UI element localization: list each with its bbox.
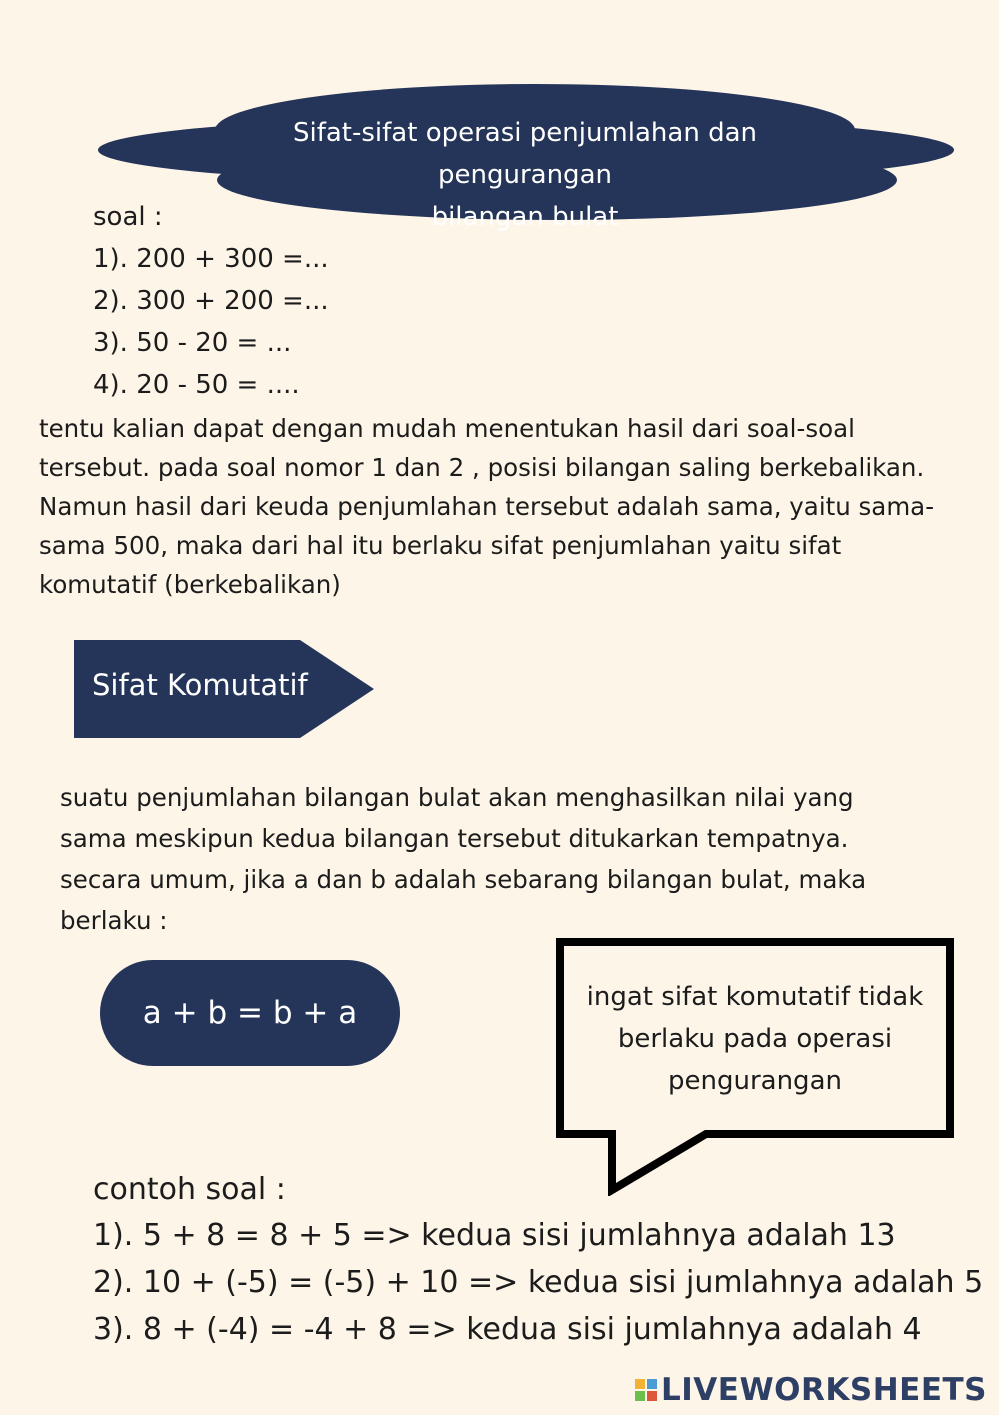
section-banner xyxy=(74,640,376,738)
title-line-1: Sifat-sifat operasi penjumlahan dan pengurangan xyxy=(292,118,757,190)
paragraph-line: Namun hasil dari keuda penjumlahan tersebut adalah sama, yaitu sama- xyxy=(39,492,935,521)
paragraph-line: sama 500, maka dari hal itu berlaku sifat penjumlahan yaitu sifat xyxy=(39,531,842,560)
title-line-2: bilangan bulat xyxy=(431,202,619,232)
intro-paragraph xyxy=(39,409,934,604)
paragraph-line: tentu kalian dapat dengan mudah menentukan hasil dari soal-soal xyxy=(39,414,855,443)
bubble-line: pengurangan xyxy=(668,1066,842,1096)
paragraph-line: berlaku : xyxy=(60,906,168,935)
paragraph-line: sama meskipun kedua bilangan tersebut ditukarkan tempatnya. xyxy=(60,824,849,853)
soal-heading: soal : xyxy=(93,202,163,232)
speech-bubble xyxy=(554,938,954,1196)
bubble-text xyxy=(568,976,942,1102)
soal-item: 3). 50 - 20 = ... xyxy=(93,328,292,358)
liveworksheets-logo xyxy=(635,1372,987,1408)
formula-pill: a + b = b + a xyxy=(100,960,400,1066)
logo-text: LIVEWORKSHEETS xyxy=(661,1372,987,1408)
banner-label: Sifat Komutatif xyxy=(92,668,308,702)
soal-item: 2). 300 + 200 =... xyxy=(93,286,329,316)
paragraph-line: komutatif (berkebalikan) xyxy=(39,570,341,599)
definition-paragraph xyxy=(60,777,866,941)
paragraph-line: secara umum, jika a dan b adalah sebarang bilangan bulat, maka xyxy=(60,865,867,894)
soal-item: 1). 200 + 300 =... xyxy=(93,244,329,274)
example-item: 1). 5 + 8 = 8 + 5 => kedua sisi jumlahnya adalah 13 xyxy=(93,1218,896,1253)
page-title xyxy=(245,112,805,238)
bubble-line: ingat sifat komutatif tidak xyxy=(586,982,924,1012)
soal-item: 4). 20 - 50 = .... xyxy=(93,370,300,400)
example-item: 3). 8 + (-4) = -4 + 8 => kedua sisi jumlahnya adalah 4 xyxy=(93,1312,922,1347)
logo-squares-icon xyxy=(635,1379,657,1401)
title-banner xyxy=(95,82,957,232)
bubble-line: berlaku pada operasi xyxy=(617,1024,893,1054)
examples-heading: contoh soal : xyxy=(93,1172,286,1207)
paragraph-line: suatu penjumlahan bilangan bulat akan menghasilkan nilai yang xyxy=(60,783,854,812)
paragraph-line: tersebut. pada soal nomor 1 dan 2 , posisi bilangan saling berkebalikan. xyxy=(39,453,925,482)
example-item: 2). 10 + (-5) = (-5) + 10 => kedua sisi jumlahnya adalah 5 xyxy=(93,1265,984,1300)
